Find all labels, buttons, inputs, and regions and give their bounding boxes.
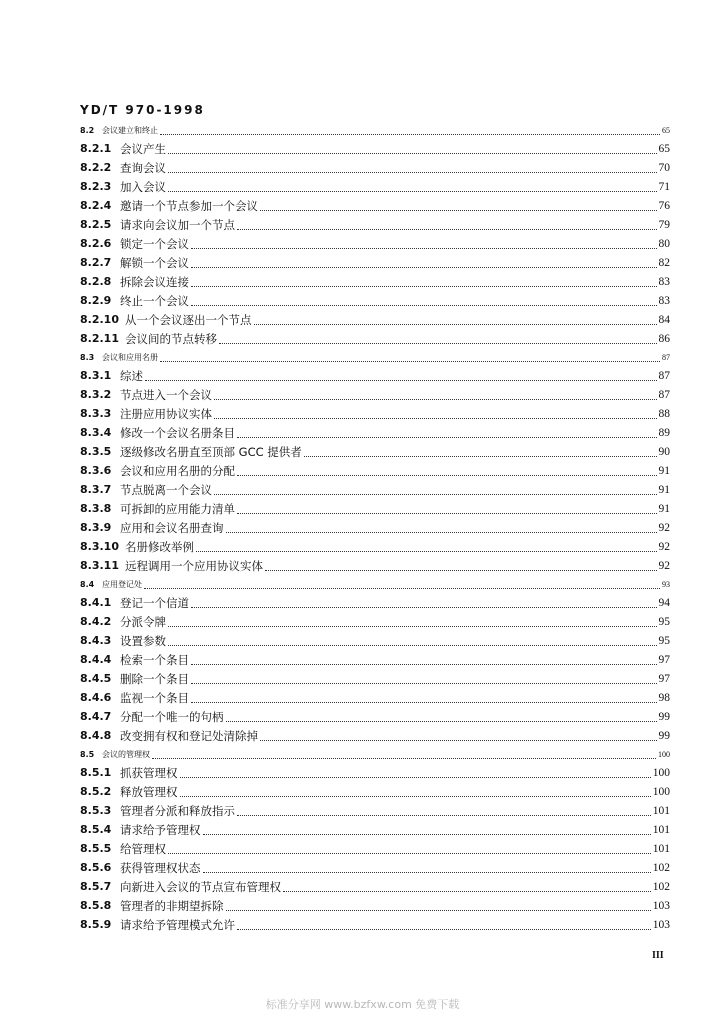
toc-entry-page: 102 <box>652 880 670 893</box>
toc-entry-page: 76 <box>658 199 670 212</box>
toc-entry-title: 解锁一个会议 <box>120 255 189 270</box>
toc-leader-dots <box>191 304 657 306</box>
toc-entry-title: 会议间的节点转移 <box>125 331 217 346</box>
toc-entry-title: 从一个会议逐出一个节点 <box>125 312 252 327</box>
toc-entry-page: 79 <box>658 218 670 231</box>
toc-leader-dots <box>214 493 657 495</box>
toc-entry[interactable] <box>80 272 670 291</box>
toc-entry-number: 8.5.3 <box>80 804 112 817</box>
toc-leader-dots <box>237 814 651 816</box>
toc-leader-dots <box>191 663 657 665</box>
toc-entry-number: 8.4.4 <box>80 653 112 666</box>
toc-entry-title: 释放管理权 <box>120 784 178 799</box>
table-of-contents <box>80 121 670 934</box>
toc-leader-dots <box>254 323 657 325</box>
toc-entry-title: 会议建立和终止 <box>102 125 158 135</box>
toc-entry-title: 请求给予管理权 <box>120 822 201 837</box>
toc-entry-number: 8.5.4 <box>80 823 112 836</box>
toc-entry-title: 设置参数 <box>120 633 166 648</box>
toc-leader-dots <box>226 720 657 722</box>
toc-entry[interactable] <box>80 423 670 442</box>
toc-entry-title: 请求向会议加一个节点 <box>120 217 235 232</box>
toc-entry-number: 8.2.9 <box>80 294 112 307</box>
toc-entry-page: 82 <box>658 256 670 269</box>
toc-entry-title: 锁定一个会议 <box>120 236 189 251</box>
toc-leader-dots <box>180 795 651 797</box>
toc-leader-dots <box>160 360 660 362</box>
toc-entry-number: 8.2.4 <box>80 199 112 212</box>
toc-leader-dots <box>191 606 657 608</box>
toc-entry[interactable] <box>80 801 670 820</box>
toc-leader-dots <box>237 512 657 514</box>
toc-entry-number: 8.3.2 <box>80 388 112 401</box>
toc-entry-number: 8.3.4 <box>80 426 112 439</box>
toc-entry-title: 拆除会议连接 <box>120 274 189 289</box>
toc-entry[interactable] <box>80 499 670 518</box>
toc-entry-page: 98 <box>658 691 670 704</box>
toc-entry[interactable] <box>80 896 670 915</box>
toc-entry[interactable] <box>80 158 670 177</box>
toc-entry-page: 103 <box>652 899 670 912</box>
toc-entry-title: 管理者的非期望拆除 <box>120 898 224 913</box>
toc-entry-number: 8.4.5 <box>80 672 112 685</box>
toc-leader-dots <box>168 644 657 646</box>
toc-entry-number: 8.3.5 <box>80 445 112 458</box>
toc-leader-dots <box>214 417 657 419</box>
toc-entry-page: 91 <box>658 464 670 477</box>
toc-entry[interactable] <box>80 366 670 385</box>
toc-entry-title: 删除一个条目 <box>120 671 189 686</box>
toc-entry-title: 监视一个条目 <box>120 690 189 705</box>
toc-entry-page: 88 <box>658 407 670 420</box>
toc-leader-dots <box>219 342 657 344</box>
toc-leader-dots <box>237 228 657 230</box>
toc-entry-page: 91 <box>658 502 670 515</box>
toc-entry-title: 改变拥有权和登记处清除掉 <box>120 728 258 743</box>
toc-entry-page: 101 <box>652 823 670 836</box>
toc-entry-title: 给管理权 <box>120 841 166 856</box>
toc-entry-title: 加入会议 <box>120 179 166 194</box>
toc-entry-number: 8.3.10 <box>80 540 119 553</box>
toc-entry[interactable] <box>80 782 670 801</box>
toc-leader-dots <box>283 890 651 892</box>
toc-entry-page: 87 <box>658 369 670 382</box>
toc-leader-dots <box>168 852 651 854</box>
toc-entry[interactable] <box>80 707 670 726</box>
toc-leader-dots <box>226 909 651 911</box>
toc-entry[interactable] <box>80 461 670 480</box>
toc-entry-title: 会议产生 <box>120 141 166 156</box>
toc-entry-number: 8.2.10 <box>80 313 119 326</box>
toc-leader-dots <box>237 928 651 930</box>
toc-entry[interactable] <box>80 310 670 329</box>
toc-entry-number: 8.5.8 <box>80 899 112 912</box>
toc-entry-page: 95 <box>658 615 670 628</box>
toc-entry-number: 8.2.1 <box>80 142 112 155</box>
toc-entry[interactable] <box>80 518 670 537</box>
toc-entry[interactable] <box>80 631 670 650</box>
toc-entry-page: 94 <box>658 596 670 609</box>
toc-entry-title: 分配一个唯一的句柄 <box>120 709 224 724</box>
toc-entry-number: 8.5.6 <box>80 861 112 874</box>
toc-entry[interactable] <box>80 253 670 272</box>
toc-entry-number: 8.3 <box>80 352 95 362</box>
toc-entry-number: 8.4.8 <box>80 729 112 742</box>
toc-entry-number: 8.3.8 <box>80 502 112 515</box>
toc-entry-title: 查询会议 <box>120 160 166 175</box>
toc-leader-dots <box>144 587 660 589</box>
toc-entry[interactable] <box>80 385 670 404</box>
toc-entry-page: 84 <box>658 313 670 326</box>
toc-section-entry[interactable] <box>80 348 670 366</box>
toc-leader-dots <box>214 398 657 400</box>
toc-leader-dots <box>265 569 657 571</box>
toc-entry-title: 应用和会议名册查询 <box>120 520 224 535</box>
toc-entry-number: 8.5 <box>80 749 95 759</box>
toc-entry-page: 99 <box>658 710 670 723</box>
toc-entry-number: 8.5.9 <box>80 918 112 931</box>
toc-entry-page: 101 <box>652 804 670 817</box>
toc-entry-title: 向新进入会议的节点宣布管理权 <box>120 879 281 894</box>
toc-entry-number: 8.4 <box>80 579 95 589</box>
toc-entry-page: 92 <box>658 559 670 572</box>
toc-entry-number: 8.2.3 <box>80 180 112 193</box>
toc-entry-number: 8.2.2 <box>80 161 112 174</box>
toc-entry[interactable] <box>80 612 670 631</box>
toc-entry[interactable] <box>80 669 670 688</box>
toc-entry[interactable] <box>80 329 670 348</box>
toc-entry-title: 综述 <box>120 368 143 383</box>
toc-entry-page: 90 <box>658 445 670 458</box>
watermark-footer: 标准分享网 www.bzfxw.com 免费下载 <box>265 998 460 1011</box>
toc-entry-number: 8.4.3 <box>80 634 112 647</box>
toc-entry[interactable] <box>80 139 670 158</box>
toc-entry-page: 92 <box>658 540 670 553</box>
toc-entry-page: 92 <box>658 521 670 534</box>
toc-entry-number: 8.3.3 <box>80 407 112 420</box>
toc-leader-dots <box>168 152 657 154</box>
toc-entry[interactable] <box>80 234 670 253</box>
toc-entry-title: 远程调用一个应用协议实体 <box>125 558 263 573</box>
toc-entry[interactable] <box>80 858 670 877</box>
toc-entry-title: 分派令牌 <box>120 614 166 629</box>
page-number: III <box>652 950 664 961</box>
toc-entry-number: 8.3.1 <box>80 369 112 382</box>
toc-leader-dots <box>168 190 657 192</box>
toc-entry-title: 逐级修改名册直至顶部 GCC 提供者 <box>120 444 302 459</box>
toc-entry-title: 名册修改举例 <box>125 539 194 554</box>
toc-entry-title: 获得管理权状态 <box>120 860 201 875</box>
toc-leader-dots <box>168 625 657 627</box>
toc-entry-page: 95 <box>658 634 670 647</box>
toc-entry-title: 会议和应用名册的分配 <box>120 463 235 478</box>
toc-leader-dots <box>237 474 657 476</box>
toc-leader-dots <box>203 871 651 873</box>
toc-entry[interactable] <box>80 763 670 782</box>
toc-entry[interactable] <box>80 839 670 858</box>
toc-entry-page: 86 <box>658 332 670 345</box>
toc-entry[interactable] <box>80 215 670 234</box>
toc-entry-number: 8.4.7 <box>80 710 112 723</box>
toc-section-entry[interactable] <box>80 575 670 593</box>
toc-entry[interactable] <box>80 593 670 612</box>
toc-entry-title: 登记一个信道 <box>120 595 189 610</box>
toc-leader-dots <box>226 531 657 533</box>
toc-entry-title: 可拆卸的应用能力清单 <box>120 501 235 516</box>
toc-entry-page: 71 <box>658 180 670 193</box>
toc-leader-dots <box>237 436 657 438</box>
toc-entry-page: 91 <box>658 483 670 496</box>
toc-entry-number: 8.5.2 <box>80 785 112 798</box>
toc-entry-page: 103 <box>652 918 670 931</box>
toc-entry-title: 抓获管理权 <box>120 765 178 780</box>
toc-entry-title: 注册应用协议实体 <box>120 406 212 421</box>
toc-leader-dots <box>191 682 657 684</box>
toc-section-entry[interactable] <box>80 745 670 763</box>
toc-entry-title: 应用登记处 <box>102 579 142 589</box>
toc-leader-dots <box>196 550 657 552</box>
toc-entry-title: 节点脱离一个会议 <box>120 482 212 497</box>
toc-leader-dots <box>191 701 657 703</box>
toc-leader-dots <box>152 757 656 759</box>
toc-entry-page: 80 <box>658 237 670 250</box>
toc-entry-number: 8.5.7 <box>80 880 112 893</box>
toc-leader-dots <box>191 285 657 287</box>
toc-entry-page: 93 <box>662 579 670 589</box>
toc-entry-number: 8.2 <box>80 125 95 135</box>
toc-entry-page: 65 <box>662 125 670 135</box>
toc-leader-dots <box>168 171 657 173</box>
toc-entry-title: 管理者分派和释放指示 <box>120 803 235 818</box>
toc-entry-number: 8.2.8 <box>80 275 112 288</box>
toc-leader-dots <box>191 266 657 268</box>
toc-leader-dots <box>304 455 657 457</box>
toc-entry-page: 100 <box>652 785 670 798</box>
toc-entry-title: 会议的管理权 <box>102 749 150 759</box>
toc-entry-page: 70 <box>658 161 670 174</box>
toc-entry-page: 83 <box>658 294 670 307</box>
toc-entry-number: 8.3.7 <box>80 483 112 496</box>
toc-entry-page: 100 <box>652 766 670 779</box>
toc-entry-number: 8.4.6 <box>80 691 112 704</box>
toc-entry[interactable] <box>80 442 670 461</box>
toc-entry[interactable] <box>80 537 670 556</box>
toc-entry-title: 邀请一个节点参加一个会议 <box>120 198 258 213</box>
toc-leader-dots <box>180 776 651 778</box>
toc-entry-number: 8.4.2 <box>80 615 112 628</box>
toc-entry-title: 修改一个会议名册条目 <box>120 425 235 440</box>
toc-leader-dots <box>260 739 657 741</box>
toc-entry-page: 97 <box>658 672 670 685</box>
toc-entry-number: 8.4.1 <box>80 596 112 609</box>
toc-entry[interactable] <box>80 177 670 196</box>
toc-entry-page: 101 <box>652 842 670 855</box>
toc-leader-dots <box>203 833 651 835</box>
toc-entry-page: 100 <box>658 749 670 759</box>
toc-entry-title: 终止一个会议 <box>120 293 189 308</box>
toc-leader-dots <box>191 247 657 249</box>
toc-entry[interactable] <box>80 726 670 745</box>
toc-entry-number: 8.3.9 <box>80 521 112 534</box>
toc-entry-number: 8.2.11 <box>80 332 119 345</box>
toc-section-entry[interactable] <box>80 121 670 139</box>
toc-entry[interactable] <box>80 556 670 575</box>
toc-entry-page: 83 <box>658 275 670 288</box>
toc-entry-number: 8.2.6 <box>80 237 112 250</box>
toc-entry[interactable] <box>80 291 670 310</box>
toc-entry-number: 8.5.1 <box>80 766 112 779</box>
toc-entry-title: 请求给予管理模式允许 <box>120 917 235 932</box>
toc-entry-page: 89 <box>658 426 670 439</box>
toc-entry-title: 会议和应用名册 <box>102 352 158 362</box>
toc-entry-page: 87 <box>662 352 670 362</box>
toc-entry-title: 节点进入一个会议 <box>120 387 212 402</box>
toc-entry[interactable] <box>80 404 670 423</box>
toc-entry-title: 检索一个条目 <box>120 652 189 667</box>
toc-entry-number: 8.3.11 <box>80 559 119 572</box>
toc-entry[interactable] <box>80 196 670 215</box>
toc-entry-page: 65 <box>658 142 670 155</box>
toc-entry-number: 8.5.5 <box>80 842 112 855</box>
toc-entry-page: 99 <box>658 729 670 742</box>
toc-entry-page: 102 <box>652 861 670 874</box>
toc-entry[interactable] <box>80 915 670 934</box>
toc-entry[interactable] <box>80 877 670 896</box>
toc-entry-number: 8.3.6 <box>80 464 112 477</box>
toc-leader-dots <box>145 379 657 381</box>
toc-entry-page: 87 <box>658 388 670 401</box>
toc-leader-dots <box>160 133 660 135</box>
toc-entry[interactable] <box>80 650 670 669</box>
toc-entry[interactable] <box>80 688 670 707</box>
toc-entry[interactable] <box>80 480 670 499</box>
toc-entry-page: 97 <box>658 653 670 666</box>
toc-entry[interactable] <box>80 820 670 839</box>
toc-entry-number: 8.2.5 <box>80 218 112 231</box>
document-header: YD/T 970-1998 <box>80 103 205 117</box>
toc-entry-number: 8.2.7 <box>80 256 112 269</box>
toc-leader-dots <box>260 209 657 211</box>
